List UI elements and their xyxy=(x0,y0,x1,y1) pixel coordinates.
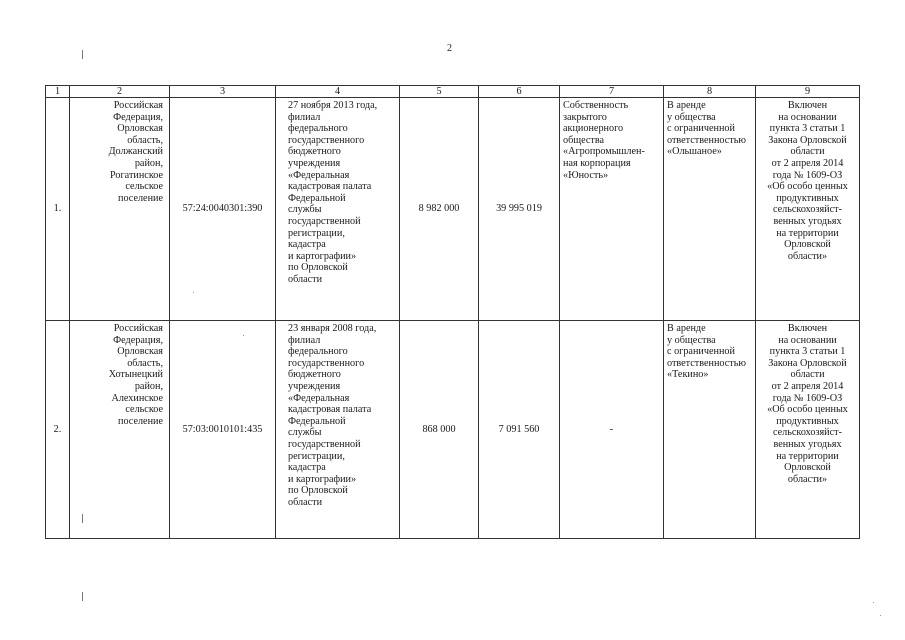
column-number: 3 xyxy=(170,86,276,98)
scan-speck xyxy=(873,602,874,603)
area-cell: 8 982 000 xyxy=(400,98,479,321)
row-index: 2. xyxy=(46,321,70,539)
ownership-cell: - xyxy=(560,321,664,539)
column-number-row xyxy=(46,86,860,98)
ownership-cell: Собственность закрытого акционерного общества «Агропромышлен- ная корпорация «Юность» xyxy=(560,98,664,321)
registration-cell: 23 января 2008 года, филиал федерального государственного бюджетного учреждения «Федеральная кадастровая палата Федеральной службы государственной регистрации, кадастра и картографии» по Орловской области xyxy=(276,321,400,539)
land-register-table xyxy=(45,85,860,539)
margin-mark-top xyxy=(82,50,83,59)
location-cell: Российская Федерация, Орловская область, Должанский район, Рогатинское сельское поселение xyxy=(70,98,170,321)
registration-cell: 27 ноября 2013 года, филиал федерального государственного бюджетного учреждения «Федеральная кадастровая палата Федеральной службы государственной регистрации, кадастра и картографии» по Орловской области xyxy=(276,98,400,321)
column-number: 6 xyxy=(479,86,560,98)
column-number: 2 xyxy=(70,86,170,98)
basis-cell: Включен на основании пункта 3 статьи 1 Закона Орловской области от 2 апреля 2014 года № 1609-ОЗ «Об особо ценных продуктивных сельскохозяйст- венных угодьях на территории Орловской области» xyxy=(756,98,860,321)
column-number: 1 xyxy=(46,86,70,98)
margin-mark-bottom xyxy=(82,592,83,601)
cadastral-number-cell: 57:03:0010101:435 xyxy=(170,321,276,539)
lease-cell: В аренде у общества с ограниченной ответственностью «Ольшаное» xyxy=(664,98,756,321)
column-number: 9 xyxy=(756,86,860,98)
value-cell: 39 995 019 xyxy=(479,98,560,321)
basis-cell: Включен на основании пункта 3 статьи 1 Закона Орловской области от 2 апреля 2014 года № 1609-ОЗ «Об особо ценных продуктивных сельскохозяйст- венных угодьях на территории Орловской области» xyxy=(756,321,860,539)
scan-speck xyxy=(880,615,881,616)
location-cell: Российская Федерация, Орловская область, Хотынецкий район, Алехинское сельское поселение xyxy=(70,321,170,539)
value-cell: 7 091 560 xyxy=(479,321,560,539)
row-index: 1. xyxy=(46,98,70,321)
lease-cell: В аренде у общества с ограниченной ответственностью «Текино» xyxy=(664,321,756,539)
column-number: 8 xyxy=(664,86,756,98)
area-cell: 868 000 xyxy=(400,321,479,539)
page-number: 2 xyxy=(447,43,452,54)
column-number: 4 xyxy=(276,86,400,98)
column-number: 7 xyxy=(560,86,664,98)
table-row xyxy=(46,98,860,321)
cadastral-number-cell: 57:24:0040301:390 xyxy=(170,98,276,321)
column-number: 5 xyxy=(400,86,479,98)
table-row xyxy=(46,321,860,539)
